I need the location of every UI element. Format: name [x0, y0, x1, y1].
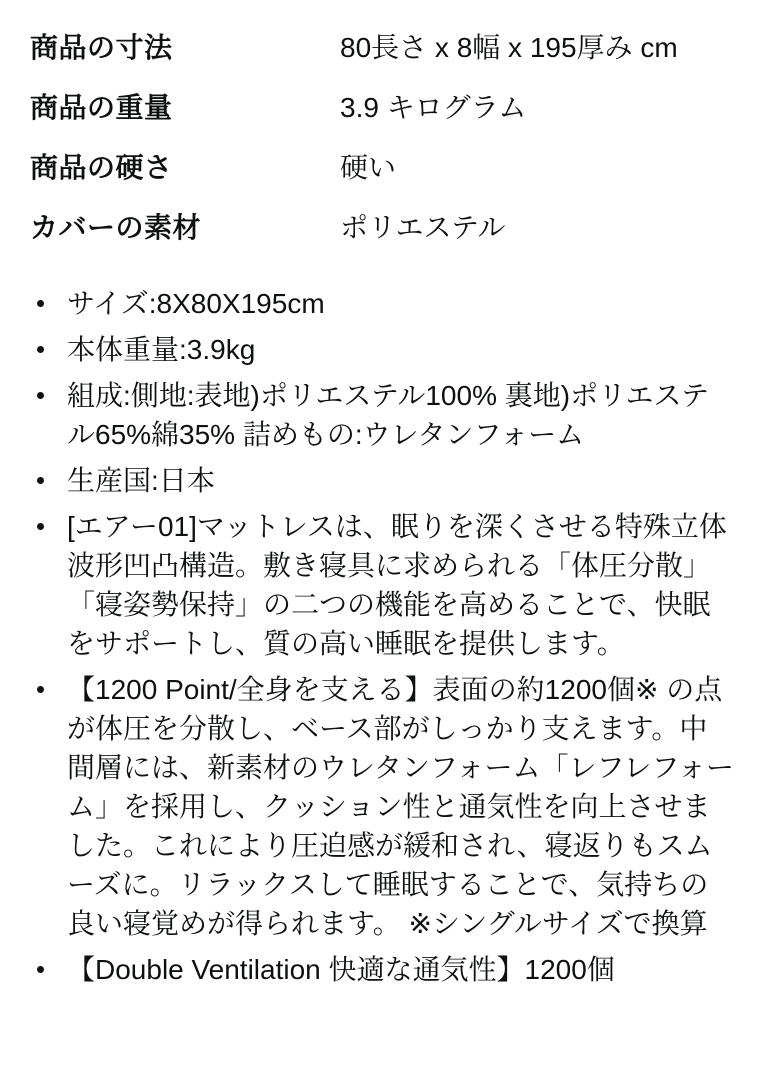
list-item-size [30, 284, 735, 323]
list-item-text: 【1200 Point/全身を支える】表面の約1200個※ の点が体圧を分散し、ベース部がしっかり支えます。中間層には、新素材のウレタンフォーム「レフレフォーム」を採用し、クッション性と通気性を向上させました。これにより圧迫感が緩和され、寝返りもスムーズに。リラックスして睡眠することで、気持ちの良い寝覚めが得られます。 ※シングルサイズで換算 [67, 674, 734, 939]
list-item-1200-point-description [30, 670, 735, 943]
spec-label: 商品の重量 [30, 92, 173, 123]
list-item-text: 生産国:日本 [67, 465, 215, 496]
list-item-weight [30, 330, 735, 369]
spec-label: 商品の硬さ [30, 152, 173, 183]
bullet-icon [37, 346, 44, 353]
list-item-composition [30, 376, 735, 454]
bullet-icon [37, 686, 44, 693]
spec-value: 80長さ x 8幅 x 195厚み cm [340, 32, 678, 63]
list-item-structure-description [30, 507, 735, 663]
spec-label: 商品の寸法 [30, 32, 173, 63]
spec-row-weight [30, 86, 735, 130]
list-item-text: 組成:側地:表地)ポリエステル100% 裏地)ポリエステル65%綿35% 詰めもの:ウレタンフォーム [67, 380, 709, 450]
spec-label: カバーの素材 [30, 212, 202, 243]
spec-row-cover-material [30, 206, 735, 250]
list-item-text: 本体重量:3.9kg [67, 334, 256, 365]
list-item-ventilation-description-clipped [30, 950, 735, 989]
spec-value: 硬い [340, 152, 397, 183]
bullet-icon [37, 477, 44, 484]
bullet-icon [37, 523, 44, 530]
spec-row-dimensions [30, 26, 735, 70]
list-item-text: 【Double Ventilation 快適な通気性】1200個 [67, 954, 615, 985]
list-item-country [30, 461, 735, 500]
spec-value: 3.9 キログラム [340, 92, 527, 123]
spec-value: ポリエステル [340, 212, 506, 243]
product-bullet-list [30, 284, 735, 989]
list-item-text: サイズ:8X80X195cm [67, 288, 325, 319]
bullet-icon [37, 966, 44, 973]
spec-row-firmness [30, 146, 735, 190]
list-item-text: [エアー01]マットレスは、眠りを深くさせる特殊立体波形凹凸構造。敷き寝具に求められる「体圧分散」「寝姿勢保持」の二つの機能を高めることで、快眠をサポートし、質の高い睡眠を提供します。 [67, 511, 727, 659]
bullet-icon [37, 392, 44, 399]
product-spec-table [0, 0, 764, 250]
bullet-icon [37, 300, 44, 307]
